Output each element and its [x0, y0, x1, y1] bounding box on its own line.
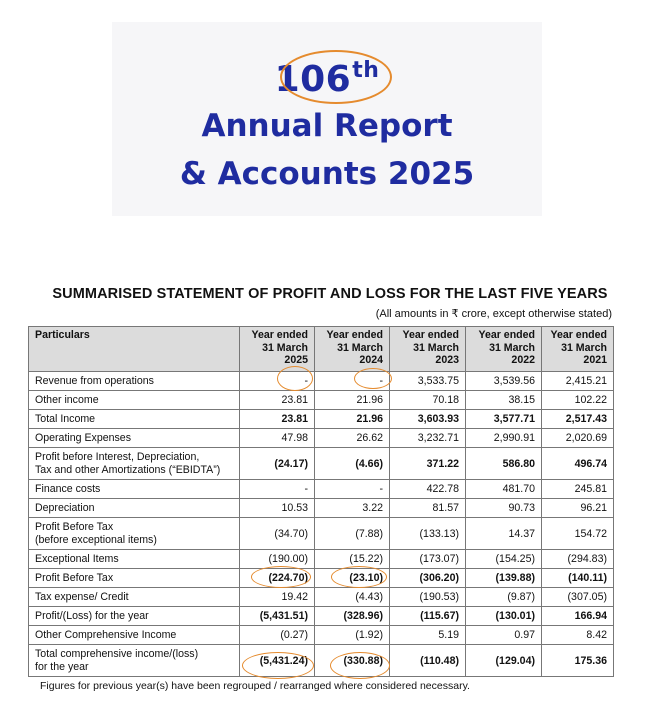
- report-title-line-1: Annual Report: [201, 108, 453, 144]
- header-year-2024: Year ended 31 March 2024: [315, 327, 390, 372]
- edition-number: 106th: [274, 58, 380, 100]
- report-title-line-2: & Accounts 2025: [179, 156, 475, 192]
- annotation-circle-pbt-2025: [251, 566, 311, 588]
- header-year-2022: Year ended 31 March 2022: [466, 327, 542, 372]
- table-row: Depreciation 10.53 3.22 81.57 90.73 96.21: [29, 499, 614, 518]
- table-row: Exceptional Items (190.00) (15.22) (173.07) (154.25) (294.83): [29, 550, 614, 569]
- edition-highlight-circle: [280, 50, 392, 104]
- table-row: Total comprehensive income/(loss) for the year (5,431.24) (330.88) (110.48) (129.04) 175.36: [29, 645, 614, 677]
- header-particulars: Particulars: [29, 327, 240, 372]
- statement-heading: SUMMARISED STATEMENT OF PROFIT AND LOSS FOR THE LAST FIVE YEARS: [52, 286, 608, 302]
- annotation-circle-total-2024: [330, 652, 390, 679]
- report-cover-title-block: [112, 22, 542, 216]
- annotation-circle-revenue-2024: [354, 368, 392, 389]
- table-row: Other Comprehensive Income (0.27) (1.92) 5.19 0.97 8.42: [29, 626, 614, 645]
- table-row: Finance costs - - 422.78 481.70 245.81: [29, 480, 614, 499]
- table-row: Profit/(Loss) for the year (5,431.51) (328.96) (115.67) (130.01) 166.94: [29, 607, 614, 626]
- table-row: Profit Before Tax (before exceptional items) (34.70) (7.88) (133.13) 14.37 154.72: [29, 518, 614, 550]
- table-row: Total Income 23.81 21.96 3,603.93 3,577.71 2,517.43: [29, 410, 614, 429]
- header-year-2023: Year ended 31 March 2023: [390, 327, 466, 372]
- table-row: Revenue from operations - - 3,533.75 3,539.56 2,415.21: [29, 372, 614, 391]
- header-year-2025: Year ended 31 March 2025: [240, 327, 315, 372]
- table-row: Profit before Interest, Depreciation, Tax and other Amortizations (“EBIDTA”) (24.17) (4.66) 371.22 586.80 496.74: [29, 448, 614, 480]
- annotation-circle-pbt-2024: [331, 566, 387, 588]
- table-row: Tax expense/ Credit 19.42 (4.43) (190.53) (9.87) (307.05): [29, 588, 614, 607]
- footnote: Figures for previous year(s) have been regrouped / rearranged where considered necessary.: [40, 680, 470, 692]
- table-row: Other income 23.81 21.96 70.18 38.15 102.22: [29, 391, 614, 410]
- table-header-row: [29, 327, 614, 372]
- table-row: Operating Expenses 47.98 26.62 3,232.71 2,990.91 2,020.69: [29, 429, 614, 448]
- annotation-circle-total-2025: [242, 652, 314, 679]
- amounts-note: (All amounts in ₹ crore, except otherwise stated): [375, 308, 612, 320]
- annotation-circle-revenue-2025: [277, 366, 313, 391]
- header-year-2021: Year ended 31 March 2021: [542, 327, 614, 372]
- profit-loss-table: [28, 326, 614, 677]
- table-row: Profit Before Tax (224.70) (23.10) (306.20) (139.88) (140.11): [29, 569, 614, 588]
- edition-suffix: th: [352, 58, 380, 83]
